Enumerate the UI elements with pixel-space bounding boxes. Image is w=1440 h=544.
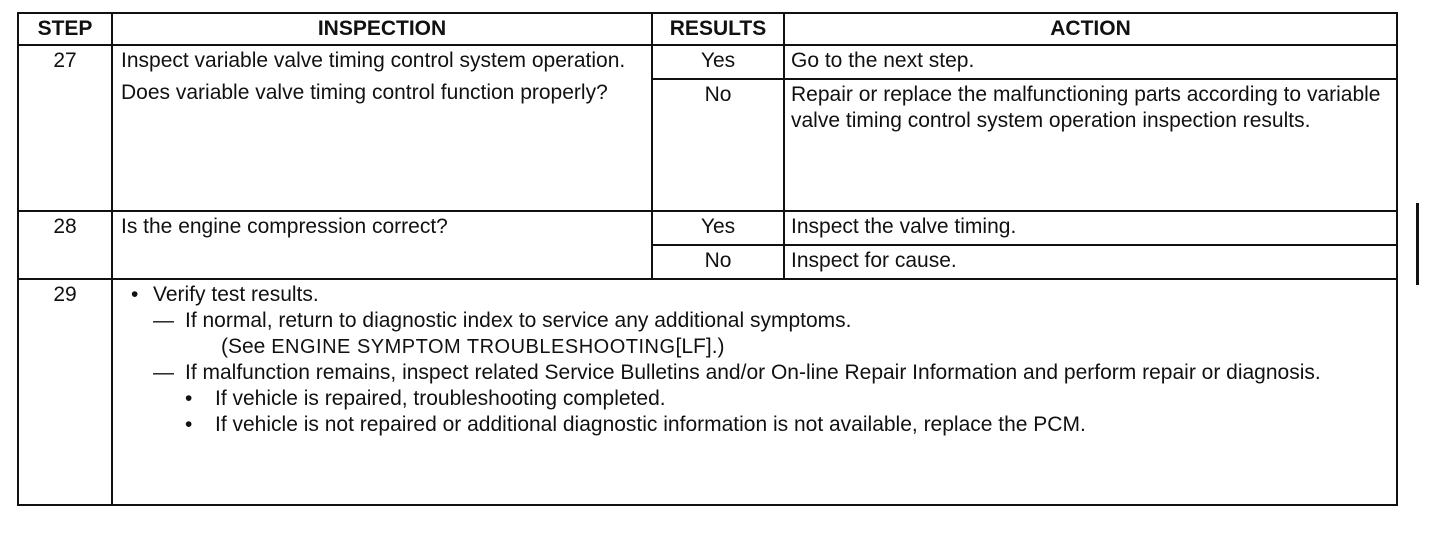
diagnostic-table [17, 12, 1398, 506]
header-results: RESULTS [652, 13, 784, 45]
header-row [18, 13, 1397, 45]
dash-marker: — [153, 361, 174, 384]
inspection-cell-28: Is the engine compression correct? [112, 211, 652, 279]
step-number-28: 28 [18, 211, 112, 279]
action-yes-28: Inspect the valve timing. [784, 211, 1397, 245]
action-no-28: Inspect for cause. [784, 245, 1397, 279]
header-action: ACTION [784, 13, 1397, 45]
step-29-content [112, 279, 1397, 505]
inspection-question: Does variable valve timing control function properly? [121, 81, 608, 104]
see-ref-link[interactable]: ENGINE SYMPTOM TROUBLESHOOTING [271, 336, 676, 358]
see-reference [221, 334, 1388, 360]
step-number-29: 29 [18, 279, 112, 505]
verify-bullet: • Verify test results. [131, 282, 1388, 308]
inspection-cell-27 [112, 45, 652, 211]
table-row-step-28 [18, 211, 1397, 245]
step-number-27: 27 [18, 45, 112, 211]
result-yes-28: Yes [652, 211, 784, 245]
header-inspection: INSPECTION [112, 13, 652, 45]
normal-item [153, 308, 1388, 360]
see-suffix: [LF].) [675, 335, 725, 358]
result-no-28: No [652, 245, 784, 279]
malfunction-item [153, 360, 1388, 386]
not-repaired-bullet: • If vehicle is not repaired or additional diagnostic information is not available, replace the PCM. [185, 412, 1388, 438]
malfunction-text: If malfunction remains, inspect related Service Bulletins and/or On-line Repair Information and perform repair or diagnosis. [185, 361, 1321, 384]
result-no-27: No [652, 79, 784, 211]
see-prefix: (See [221, 335, 272, 358]
inspection-text: Inspect variable valve timing control system operation. [121, 49, 626, 72]
repaired-bullet: • If vehicle is repaired, troubleshooting completed. [185, 386, 1388, 412]
table-row-step-29 [18, 279, 1397, 505]
action-yes-27: Go to the next step. [784, 45, 1397, 79]
revision-bar [1416, 203, 1419, 285]
header-step: STEP [18, 13, 112, 45]
table-row-step-27 [18, 45, 1397, 79]
action-no-27: Repair or replace the malfunctioning parts according to variable valve timing control system operation inspection results. [784, 79, 1397, 211]
result-yes-27: Yes [652, 45, 784, 79]
dash-marker: — [153, 309, 174, 332]
normal-text: If normal, return to diagnostic index to service any additional symptoms. [185, 309, 852, 332]
